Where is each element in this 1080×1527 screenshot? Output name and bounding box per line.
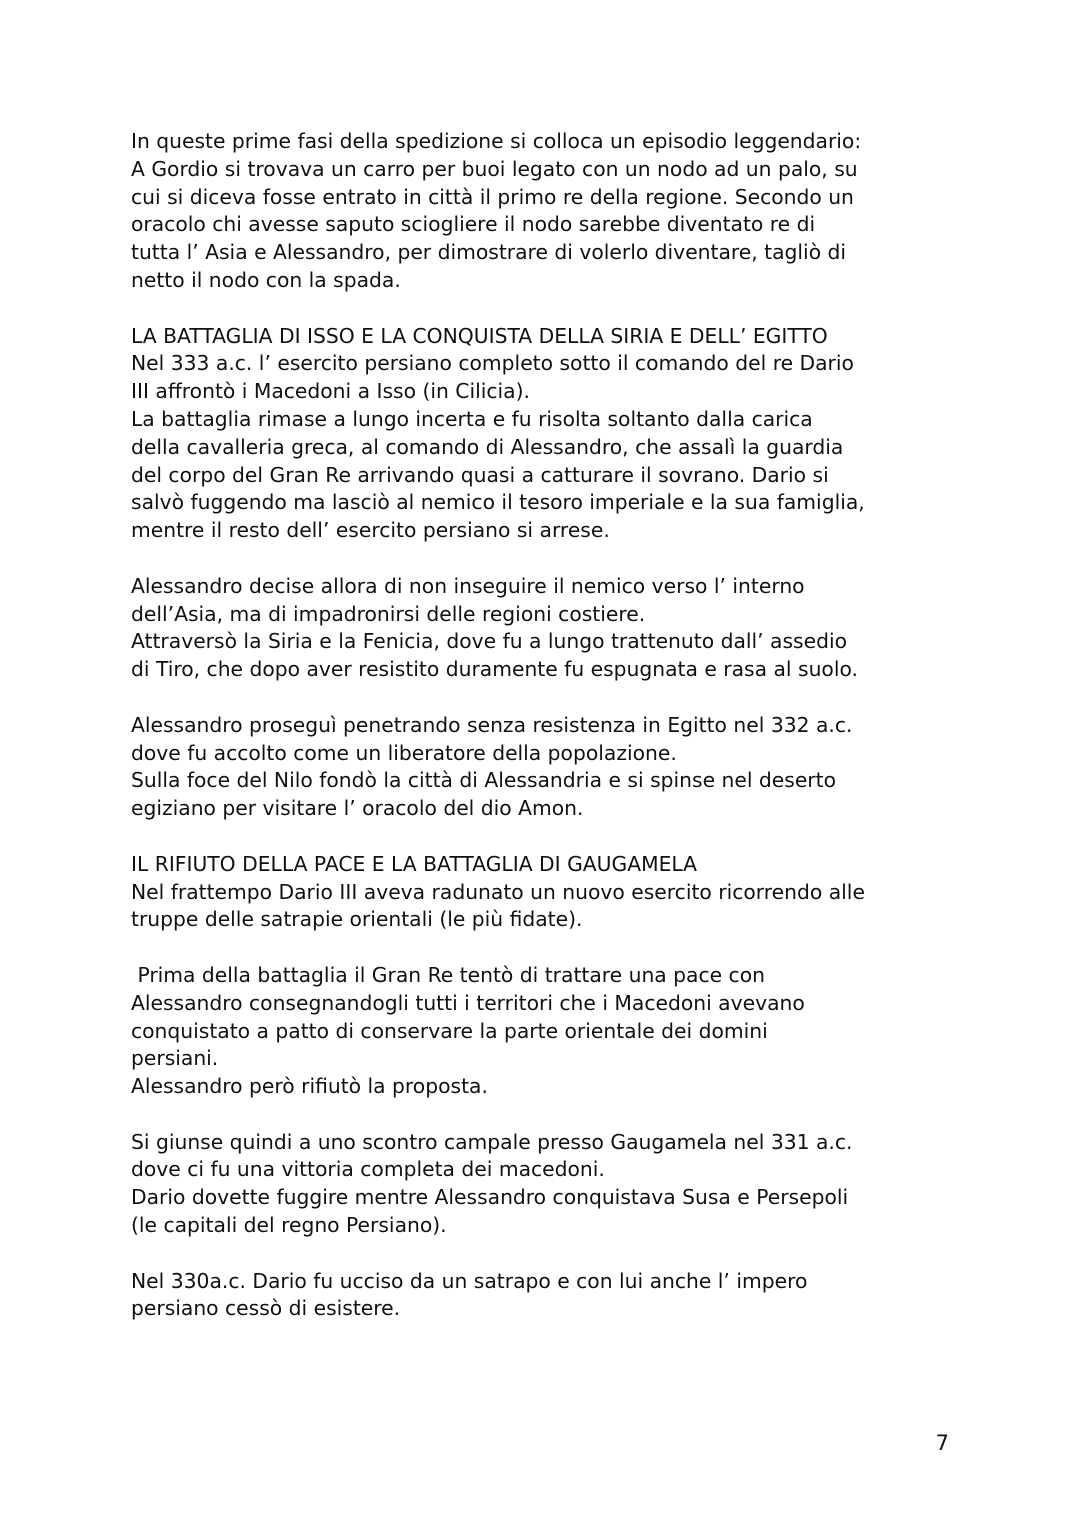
paragraph-spacer [131,295,961,323]
paragraph-spacer [131,1240,961,1268]
paragraph-battle-result: Si giunse quindi a uno scontro campale presso Gaugamela nel 331 a.c. dove ci fu una vittoria completa dei macedoni. Dario dovette fuggire mentre Alessandro conquistava Susa e Persepoli (le capitali del regno Persiano). [131,1129,853,1238]
paragraph-empire-end: Nel 330a.c. Dario fu ucciso da un satrapo e con lui anche l’ impero persiano cessò di esistere. [131,1268,808,1321]
section-gaugamela: IL RIFIUTO DELLA PACE E LA BATTAGLIA DI GAUGAMELA Nel frattempo Dario III aveva radunato un nuovo esercito ricorrendo alle truppe delle satrapie orientali (le più fidate). [131,851,865,932]
paragraph-spacer [131,684,961,712]
paragraph-spacer [131,545,961,573]
paragraph-spacer [131,934,961,962]
paragraph-egypt: Alessandro proseguì penetrando senza resistenza in Egitto nel 332 a.c. dove fu accolto come un liberatore della popolazione. Sulla foce del Nilo fondò la città di Alessandria e si spinse nel deserto egiziano per visitare l’ oracolo del dio Amon. [131,712,853,821]
paragraph-coastal-conquest: Alessandro decise allora di non inseguire il nemico verso l’ interno dell’Asia, ma di impadronirsi delle regioni costiere. Attraversò la Siria e la Fenicia, dove fu a lungo trattenuto dall’ assedio di Tiro, che dopo aver resistito duramente fu espugnata e rasa al suolo. [131,573,858,682]
section-battle-of-issus: LA BATTAGLIA DI ISSO E LA CONQUISTA DELLA SIRIA E DELL’ EGITTO Nel 333 a.c. l’ esercito persiano completo sotto il comando del re Dario III affrontò i Macedoni a Isso (in Cilicia). La battaglia rimase a lungo incerta e fu risolta soltanto dalla carica della cavalleria greca, al comando di Alessandro, che assalì la guardia del corpo del Gran Re arrivando quasi a catturare il sovrano. Dario si salvò fuggendo ma lasciò al nemico il tesoro imperiale e la sua famiglia, mentre il resto dell’ esercito persiano si arrese. [131,323,865,543]
page-content [131,128,961,1323]
paragraph-spacer [131,1101,961,1129]
page-number: 7 [935,1431,949,1455]
paragraph-gordian-knot: In queste prime fasi della spedizione si colloca un episodio leggendario: A Gordio si trovava un carro per buoi legato con un nodo ad un palo, su cui si diceva fosse entrato in città il primo re della regione. Secondo un oracolo chi avesse saputo sciogliere il nodo sarebbe diventato re di tutta l’ Asia e Alessandro, per dimostrare di volerlo diventare, tagliò di netto il nodo con la spada. [131,129,862,292]
paragraph-peace-offer: Prima della battaglia il Gran Re tentò di trattare una pace con Alessandro consegnandogli tutti i territori che i Macedoni avevano conquistato a patto di conservare la parte orientale dei domini persiani. Alessandro però rifiutò la proposta. [131,962,805,1099]
paragraph-spacer [131,823,961,851]
